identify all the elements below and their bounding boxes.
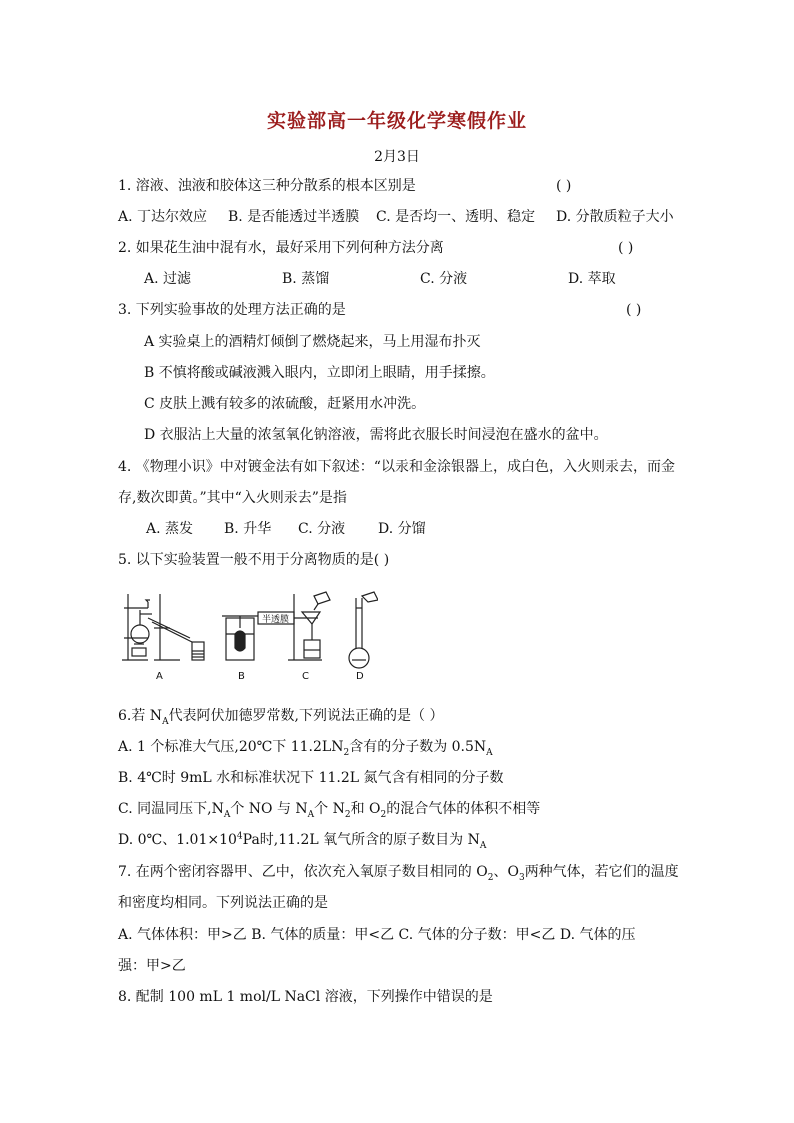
question-8-stem: 8. 配制 100 mL 1 mol/L NaCl 溶液，下列操作中错误的是 <box>118 989 493 1005</box>
question-4-stem-line-1: 4. 《物理小识》中对镀金法有如下叙述：“以汞和金涂银器上，成白色，入火则汞去，而金 <box>118 459 675 475</box>
question-6-option-d: D. 0℃、$1.01\times 10^4Pa$时,11.2L 氧气所含的原子数目为 $N_A$ <box>118 831 487 851</box>
question-1-option-c: C. 是否均一、透明、稳定 <box>376 209 536 225</box>
question-2-option-d: D. 萃取 <box>568 271 616 287</box>
question-4-option-b: B. 升华 <box>224 521 272 537</box>
figure-label-a: A <box>156 671 163 682</box>
question-1-option-d: D. 分散质粒子大小 <box>556 209 674 225</box>
question-6-option-a: A. 1 个标准大气压,20℃下 $11.2LN_2$含有的分子数为 $0.5N_A$ <box>118 739 493 758</box>
figure-label-c: C <box>302 671 309 682</box>
question-4-stem-line-2: 存,数次即黄。”其中“入火则汞去”是指 <box>118 490 347 506</box>
question-1-stem: 1. 溶液、浊液和胶体这三种分散系的根本区别是 <box>118 178 416 194</box>
figure-label-d: D <box>356 671 364 682</box>
membrane-label: 半透膜 <box>262 615 290 625</box>
distillation-apparatus-icon <box>122 594 204 660</box>
page-title: 实验部高一年级化学寒假作业 <box>266 110 527 132</box>
question-2-option-c: C. 分液 <box>420 271 468 287</box>
question-6-stem: 6.若 $N_A$代表阿伏加德罗常数,下列说法正确的是（ ） <box>118 708 444 727</box>
figure-label-b: B <box>238 671 245 682</box>
question-7-stem-line-1: 7. 在两个密闭容器甲、乙中，依次充入氧原子数目相同的 $O_2$、$O_3$两种气体，若它们的温度 <box>118 864 679 883</box>
question-3-option-b: B 不慎将酸或碱液溅入眼内，立即闭上眼睛，用手揉擦。 <box>144 365 495 381</box>
question-4-option-a: A. 蒸发 <box>146 521 194 537</box>
question-2-stem: 2. 如果花生油中混有水，最好采用下列何种方法分离 <box>118 240 444 256</box>
question-1-option-a: A. 丁达尔效应 <box>118 209 208 225</box>
question-3-option-a: A 实验桌上的酒精灯倾倒了燃烧起来，马上用湿布扑灭 <box>144 334 481 350</box>
question-7-stem-line-2: 和密度均相同。下列说法正确的是 <box>118 895 328 911</box>
question-1-answer-blank: ( ) <box>556 178 572 194</box>
question-2-option-b: B. 蒸馏 <box>282 271 330 287</box>
question-7-options-continued: 强：甲>乙 <box>118 958 186 974</box>
question-3-stem: 3. 下列实验事故的处理方法正确的是 <box>118 302 346 318</box>
question-7-options-line: A. 气体体积：甲>乙 B. 气体的质量：甲<乙 C. 气体的分子数：甲<乙 D. 气体的压 <box>118 927 636 943</box>
question-1-option-b: B. 是否能透过半透膜 <box>228 209 360 225</box>
question-3-option-c: C 皮肤上溅有较多的浓硫酸，赶紧用水冲洗。 <box>144 396 426 412</box>
question-3-answer-blank: ( ) <box>626 302 642 318</box>
date-heading: 2月3日 <box>374 149 420 165</box>
question-2-option-a: A. 过滤 <box>144 271 192 287</box>
question-6-option-c: C. 同温同压下$,N_A$个 NO 与 $N_A$个 $N_2$和 $O_2$的混合气体的体积不相等 <box>118 801 541 820</box>
question-2-answer-blank: ( ) <box>618 240 634 256</box>
volumetric-flask-icon <box>349 592 378 668</box>
question-3-option-d: D 衣服沾上大量的浓氢氧化钠溶液，需将此衣服长时间浸泡在盛水的盆中。 <box>144 427 608 443</box>
question-6-option-b: B. 4℃时 9mL 水和标准状况下 11.2L 氮气含有相同的分子数 <box>118 770 504 786</box>
question-4-option-c: C. 分液 <box>298 521 346 537</box>
question-4-option-d: D. 分馏 <box>378 521 426 537</box>
filtration-apparatus-icon <box>288 592 330 660</box>
question-5-stem: 5. 以下实验装置一般不用于分离物质的是( ) <box>118 552 390 568</box>
